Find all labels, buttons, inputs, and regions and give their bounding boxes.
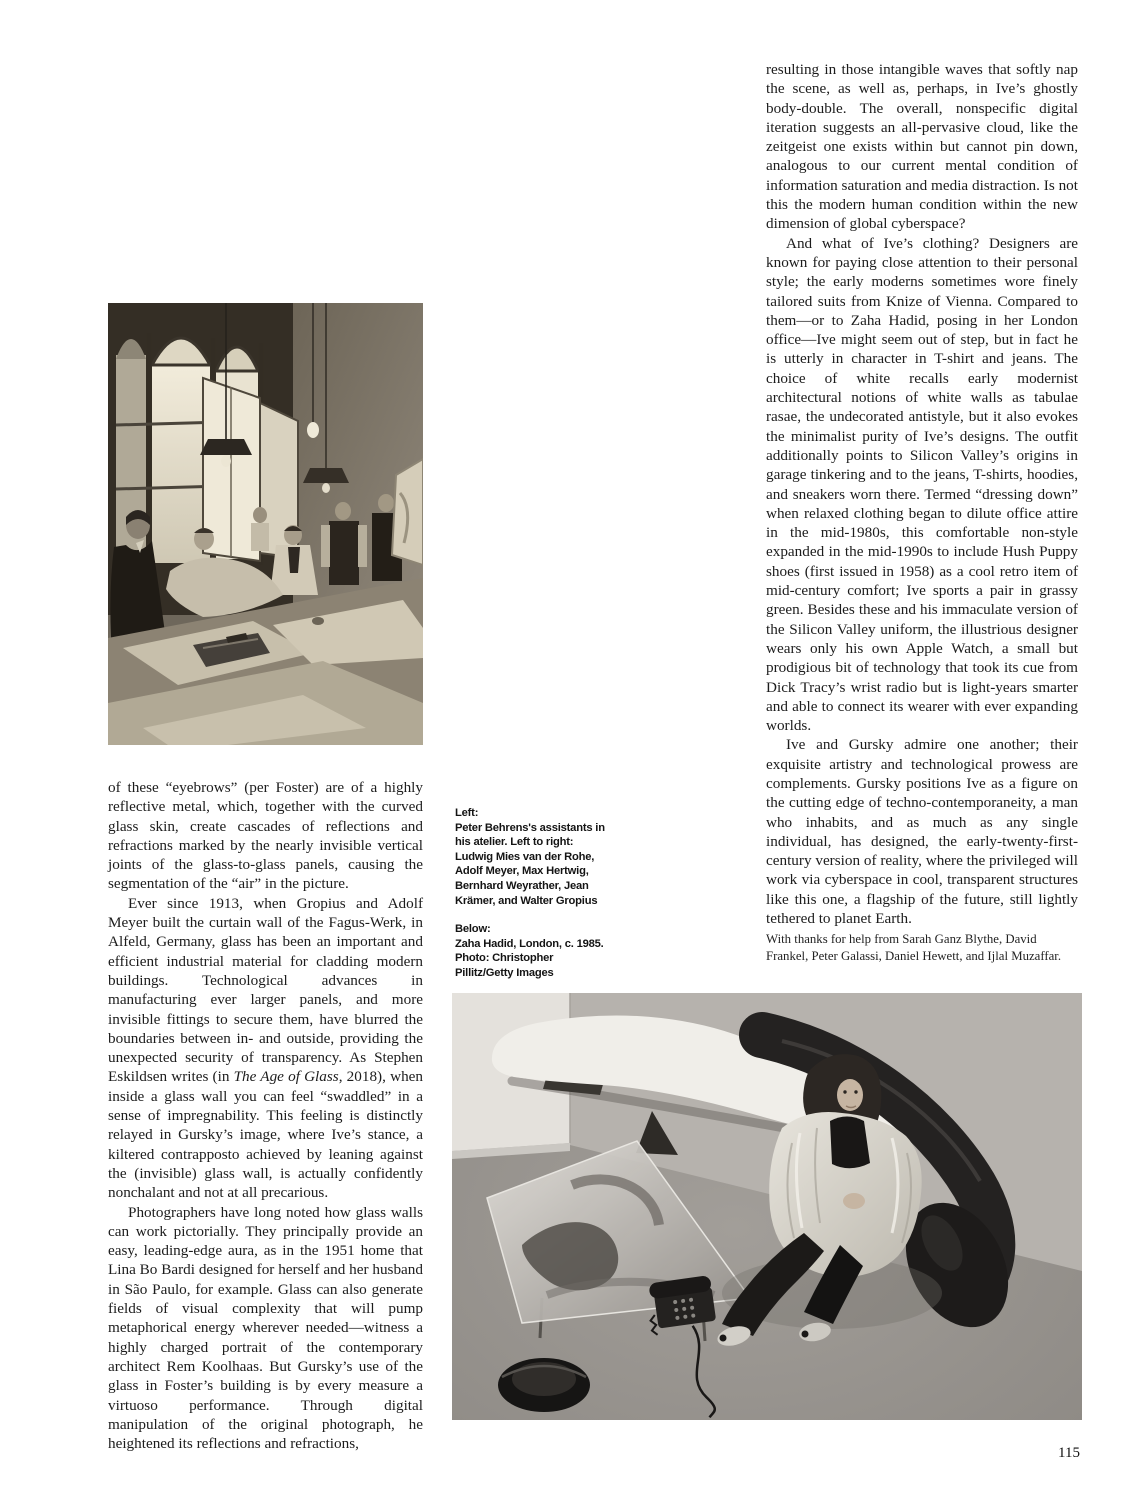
paragraph: Ive and Gursky admire one another; their exquisite artistry and technological prowess are complements. Gursky positions Ive as a figure on the cutting edge of techno-contemporaneity, a man who inhabits, and as much as any single individual, has designed, the early-twenty-first-century version of reality, where the privileged will work via cyberspace in cool, transparent structures like this one, a flagship of the future, still lightly tethered to planet Earth. [766,736,1078,928]
paragraph: resulting in those intangible waves that softly nap the scene, as well as, perhaps, in Ive’s ghostly body-double. The overall, nonspecific digital iteration suggests an all-pervasive cloud, like the zeitgeist one exists within but cannot pin down, analogous to our current mental condition of information saturation and media distraction. Is not this the modern human condition within the new dimension of global cyberspace? [766,61,1078,233]
caption-text: Zaha Hadid, London, c. 1985. Photo: Christopher Pillitz/Getty Images [455,937,604,979]
caption-text: Peter Behrens's assistants in his atelier. Left to right: Ludwig Mies van der Rohe, Adolf Meyer, Max Hertwig, Bernhard Weyrather, Jean Krämer, and Walter Gropius [455,821,605,907]
caption-label: Left: [455,807,479,819]
right-column [766,60,1078,928]
hadid-office [452,993,1082,1420]
black-vase [498,1358,590,1412]
atelier-photo [108,303,423,745]
page-number: 115 [1058,1445,1080,1461]
paragraph: Ever since 1913, when Gropius and Adolf Meyer built the curtain wall of the Fagus-Werk, in Alfeld, Germany, glass has been an important and efficient industrial material for cladding modern buildings. Technological advances in manufacturing ever larger panels, and more invisible fittings to secure them, have blurred the boundaries between in- and outside, providing the unexpected security of transparency. As Stephen Eskildsen writes (in The Age of Glass, 2018), when inside a glass wall you can feel “swaddled” in a sense of impregnability. This feeling is distinctly relayed in Gursky’s image, where Ive’s stance, a kiltered contrapposto achieved by leaning against the (invisible) glass wall, is actually confidently nonchalant and not at all precarious. [108,894,423,1202]
paragraph: Photographers have long noted how glass walls can work pictorially. They principally provide an easy, leading-edge aura, as in the 1951 home that Lina Bo Bardi designed for herself and her husband in São Paulo, for example. Glass can also generate fields of visual complexity that will pump metaphorical energy wherever needed—witness a highly charged portrait of the contemporary architect Rem Koolhaas. But Gursky’s use of the glass in Foster’s building is by every measure a virtuoso performance. Through digital manipulation of the original photograph, he heightened its reflections and refractions, [108,1203,423,1453]
caption-below [455,922,609,980]
caption-label: Below: [455,923,491,936]
caption-block [455,806,609,995]
paragraph: And what of Ive’s clothing? Designers are known for paying close attention to their personal style; the early moderns sometimes wore finely tailored suits from Knize of Vienna. Compared to them—or to Zaha Hadid, posing in her London office—Ive might seem out of step, but in fact he is utterly in character in T-shirt and jeans. The choice of white recalls early modernist architectural notions of white walls as tabulae rasae, the undecorated antistyle, but it also evokes the minimalist purity of Ive’s designs. The outfit additionally points to Silicon Valley’s origins in garage tinkering and to the jeans, T-shirts, hoodies, and sneakers worn there. Termed “dressing down” when relaxed clothing began to dilute office attire in the mid-1980s, this comfortable non-style expanded in the mid-1990s to include Hush Puppy shoes (first issued in 1958) as a cool retro item of mid-century comfort; Ive sports a pair in grassy green. Besides these and his immaculate version of the Silicon Valley uniform, the illustrious designer wears only his own Apple Watch, a small but prodigious bit of technology that took its cue from Dick Tracy’s wrist radio but is light-years smarter and able to connect its wearer with ever expanding worlds. [766,234,1078,735]
caption-left [455,806,609,908]
atelier-room [108,303,423,745]
left-column [108,778,423,1453]
paragraph: of these “eyebrows” (per Foster) are of a highly reflective metal, which, together with the curved glass skin, create cascades of reflections and refractions marked by the nearly invisible vertical joints of the glass-to-glass panels, causing the segmentation of the “air” in the picture. [108,779,423,893]
acknowledgment: With thanks for help from Sarah Ganz Blythe, David Frankel, Peter Galassi, Daniel Hewett, and Ijlal Muzaffar. [766,932,1062,963]
hadid-photo [452,993,1082,1420]
